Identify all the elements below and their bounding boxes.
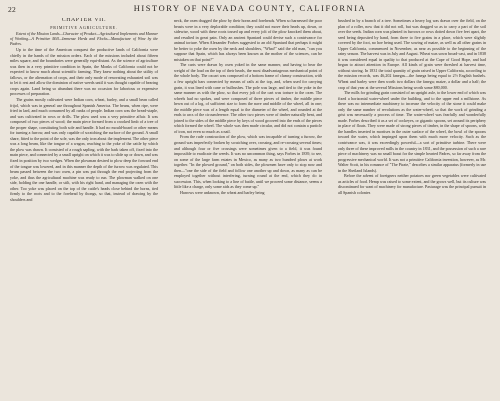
paragraph: brushed in by a branch of a tree. Sometimes a heavy log was drawn over the field, on the plan of a roller, now that it did not roll, but was dragged so as to carry a part of the soil over the seeds. Indian corn was planted in furrows or rows dotted down five feet apart, the seed being deposited by hand, from three to five grains in a place, which were slightly covered by the foot, no hoe being used. The sowing of maize, as well as all other grains in Upper California, commenced in November, as near as possible to the beginning of the rainy season. The harvest was in July and August. Wheat was sown broad-cast, and in 1838 it was considered equal in quality to that produced at the Cape of Good Hope, and had begun to attract attention in Europe. All kinds of grain were threshed at harvest time, without storing. In 1831 the total quantity of grain raised in Upper California, according to the mission records, was 46,202 fanegas—the fanega being equal to 2½ English bushels. Wheat and barley were then worth two dollars the fanega; maize, a dollar and a half; the crop of that year at the several Missions being worth some $80,000. [338,18,486,90]
text-column-2 [174,18,322,398]
paragraph: The mills for grinding grain consisted of an upright axle, to the lower end of which was fixed a horizontal water-wheel under the building, and to the upper end a millstone. As there was no intermediate machinery to increase the velocity of the stone it could make only the same number of revolutions as the water-wheel, so that the work of grinding a grist was necessarily a process of time. The water-wheel was fearfully and wonderfully made. Forbes described it as a set of cockeyes, or gigantic spoons, set around its periphery in place of floats. They were made of strong pieces of timber, in the shape of spoons, with the handles inserted in mortises in the outer surface of the wheel, the bowl of the spoons toward the water, which impinged upon them with much more velocity. Such as the contrivance was, it was exceedingly powerful—a sort of primitive turbine. There were only three of these improved mills in the country in 1831, and the possession of such a rare piece of machinery was no small boast for the simple hearted Padres, so far away from the progressive mechanical world. It was not a primitive California invention, however, as Mr. Walter Scott, in his romance of "The Pirate," describes a similar apparatus (formerly in use in the Shetland Islands). [338,90,486,173]
paragraph: Before the advent of foreigners neither potatoes nor green vegetables were cultivated as articles of food. Hemp was raised to some extent, and the grows well, but its culture was discontinued for want of machinery for manufacture. Pasturage was the principal pursuit in all Spanish colonies [338,173,486,195]
paragraph: The grains mostly cultivated were Indian corn, wheat, barley, and a small bean called frijol, which was in general use throughout Spanish America. The beans, when ripe, were fried in lard, and much consumed by all ranks of people. Indian corn was the bread-staple, and was cultivated in rows or drills. The plow used was a very primitive affair. It was composed of two pieces of wood; the main piece formed from a crooked limb of a tree of the proper shape, constituting both sole and handle. It had no mould-board or other means for turning a furrow, and was only capable of scratching the surface of the ground. A small share, fitted to the point of the sole, was the only iron about the implement. The other piece was a long beam, like the tongue of a wagon, reaching to the yoke of the cattle by which the plow was drawn. It consisted of a rough sapling, with the bark taken off, fixed into the main piece, and connected by a small upright on which it was to slide up or down, and was fixed in position by two wedges. When the plowman desired to plow deep the forward end of the tongue was lowered, and in this manner the depth of the furrow was regulated. This beam passed between the two oxen, a pin was put through the end projecting from the yoke, and thus the agricultural machine was ready to run. The plowman walked on one side, holding the one handle, or stilt, with his right hand, and managing the oxen with the other. Too yoke was placed on the top of the cattle's heads close behind the horns, tied firmly to the roots and to the forehead by thongs, so that, instead of drawing by the shoulders and [10,97,158,202]
running-title: HISTORY OF NEVADA COUNTY, CALIFORNIA [133,4,367,13]
paragraph: The carts were drawn by oxen yoked in the same manner, and having to bear the weight of the load on the top of their heads, the most disadvantageous mechanical point of the whole body. The oxcart was composed of a bottom frame of clumsy construction, with a few upright bars connected by means of rails at the top, and, when used for carrying grain, it was lined with cane or bullrushes. The pole was large, and tied to the yoke in the same manner as with the plow, so that every jolt of the cart was torture to the oxen. The wheels had no spokes, and were composed of three pieces of timber, the middle piece hewn out of a log, of sufficient size to form the nave and middle of the wheel, all in one; the middle piece was of a length equal to the diameter of the wheel, and rounded at the ends to arcs of the circumference. The other two pieces were of timber naturally bent, and joined to the sides of the middle piece by keys of wood grooved into the ends of the pieces which formed the wheel. The whole was then made circular, and did not contain a particle of iron, not even so much as a nail. [174,62,322,134]
text-column-3 [338,18,486,398]
page-number: 22 [8,5,16,14]
paragraph: From the rude construction of the plow, which was incapable of turning a furrow, the ground was imperfectly broken by scratching over, crossing, and re-crossing several times; and although four or five crossings were sometimes given to a field, it was found impossible to eradicate the weeds. It was no uncommon thing, says Forbes in 1839, to see, on some of the large farm estates in Mexico, as many as two hundred plows at work together. "In the plowed ground," on both sides, the plowmen have only to stop now and then—"one the side of the field and follow one another up and down, as many as can be employed together without interfering, turning round at the end, which they do in succession. This, when looking to a line of battle, until we proceed some distance, seems a little like a charge, only some aids as they come up." [174,134,322,190]
text-column-1 [10,18,158,398]
paragraph: Up to the time of the American conquest the productive lands of California were chiefly in the hands of the mission orders. Each of the missions included about fifteen miles square, and the boundaries were generally equi-distant. As the science of agriculture was then in a very primitive condition in Spain, the Monks of California could not be expected to know much about scientific farming. They knew nothing about the utility of fallows, or the alternation of crops, and their only mode of renovating exhausted soil was to let it rest and allow the dominion of native weeds until it was thought capable of bearing crops again. Land being so abundant there was no occasion for laborious or expensive processes of preparation. [10,47,158,97]
chapter-summary: Extent of the Mission Lands—Character of Product—Agricultural Implements and Manner of Working—A Primitive Mill—Immense Herds and Flocks—Manufacture of Wine by the Padres. [10,32,158,47]
chapter-title: PRIMITIVE AGRICULTURE. [50,24,118,30]
paragraph: neck, the oxen dragged the plow by their horns and foreheads. When so harnessed the poor beasts were in a very deplorable condition; they could not move their heads up, down, or sidewise, wood with these roots tossed up and every jolt of the plow knocked them about, and resulted in great pain. Only an ancient Spaniard could devise such a contrivance for animal torture. When Alexander Forbes suggested to an old Spaniard that perhaps it might be better to yoke the oxen by the neck and shoulders, "What!" said the old man, "can you suppose that Spain, which has always been known as the mother of the sciences, can be mistaken on that point?" [174,18,322,62]
paragraph: Harrows were unknown, the wheat and barley being [180,189,265,195]
chapter-number: CHAPTER VII. [61,18,107,23]
